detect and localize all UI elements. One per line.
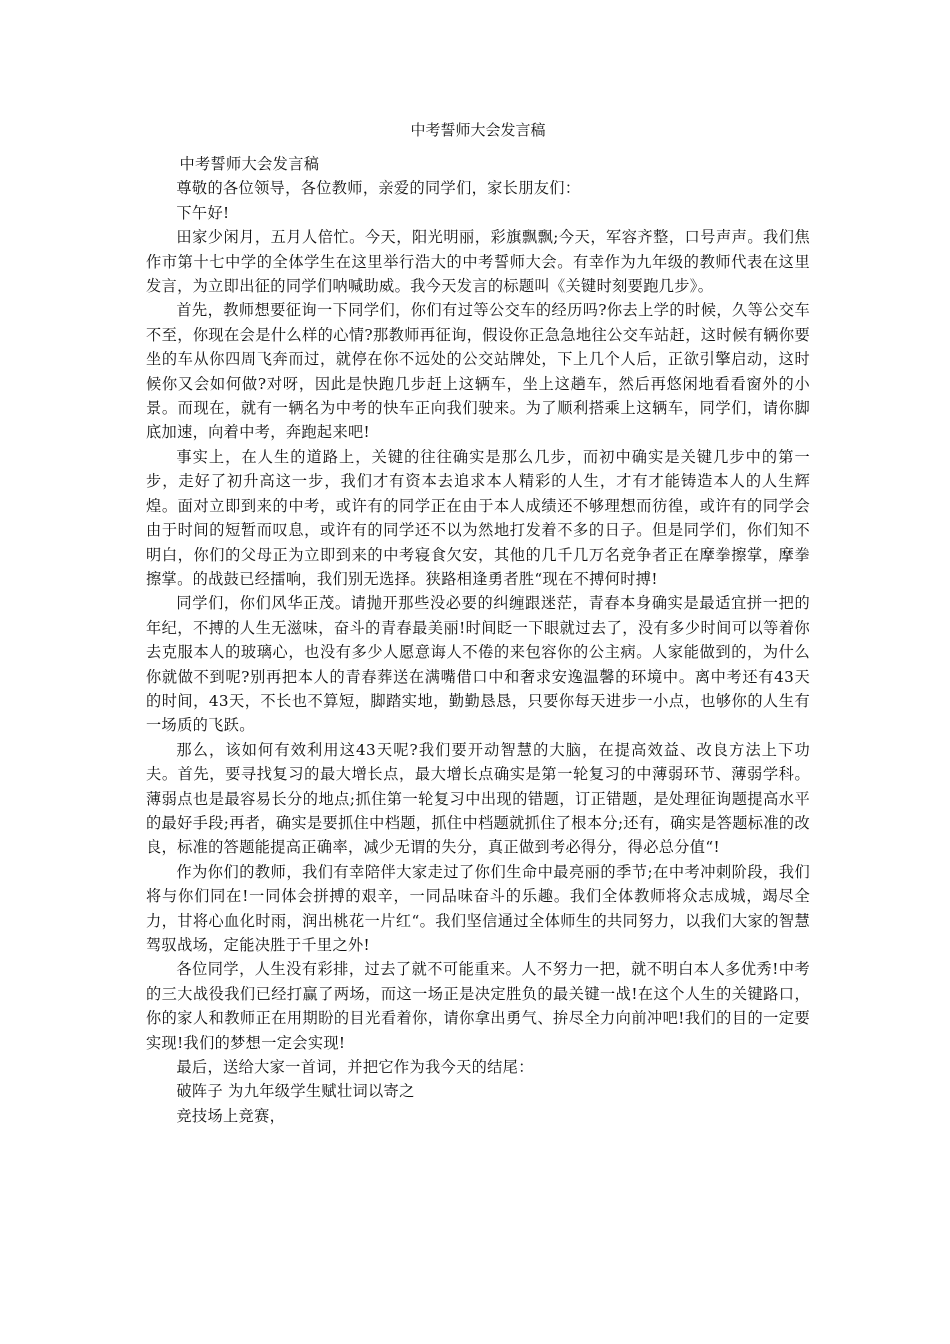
body-paragraph: 作为你们的教师，我们有幸陪伴大家走过了你们生命中最亮丽的季节;在中考冲刺阶段，我们将与你们同在!一同体会拼搏的艰辛，一同品味奋斗的乐趣。我们全体教师将众志成城，竭尽全力，甘将心血化时雨，润出桃花一片红“。我们坚信通过全体师生的共同努力，以我们大家的智慧驾驭战场，定能决胜于千里之外! [146, 862, 810, 954]
body-paragraph: 同学们，你们风华正茂。请抛开那些没必要的纠缠跟迷茫，青春本身确实是最适宜拼一把的年纪，不搏的人生无滋味，奋斗的青春最美丽!时间眨一下眼就过去了，没有多少时间可以等着你去克服本人的玻璃心，也没有多少人愿意诲人不倦的来包容你的公主病。人家能做到的，为什么你就做不到呢?别再把本人的青春葬送在满嘴借口中和奢求安逸温馨的环境中。离中考还有43天的时间，43天，不长也不算短，脚踏实地，勤勤恳恳，只要你每天进步一小点，也够你的人生有一场质的飞跃。 [146, 594, 810, 735]
salutation-paragraph: 尊敬的各位领导，各位教师，亲爱的同学们，家长朋友们： [176, 179, 581, 198]
body-paragraph: 那么，该如何有效利用这43天呢?我们要开动智慧的大脑，在提高效益、改良方法上下功夫。首先，要寻找复习的最大增长点，最大增长点确实是第一轮复习的中薄弱环节、薄弱学科。薄弱点也是最容易长分的地点;抓住第一轮复习中出现的错题，订正错题，是处理征询题提高水平的最好手段;再者，确实是要抓住中档题，抓住中档题就抓住了根本分;还有，确实是答题标准的改良，标准的答题能提高正确率，减少无谓的失分，真正做到考必得分，得必总分值“! [146, 740, 810, 857]
document-page [146, 120, 810, 1128]
body-paragraph: 事实上，在人生的道路上，关键的往往确实是那么几步，而初中确实是关键几步中的第一步，走好了初升高这一步，我们才有资本去追求本人精彩的人生，才有才能铸造本人的人生辉煌。面对立即到来的中考，或许有的同学正在由于本人成绩还不够理想而彷徨，或许有的同学会由于时间的短暂而叹息，或许有的同学还不以为然地打发着不多的日子。但是同学们，你们知不明白，你们的父母正为立即到来的中考寝食欠安，其他的几千几万名竞争者正在摩拳擦掌，摩拳擦掌。的战鼓已经擂响，我们别无选择。狭路相逢勇者胜“现在不搏何时搏! [146, 447, 810, 588]
body-paragraph: 首先，教师想要征询一下同学们，你们有过等公交车的经历吗?你去上学的时候，久等公交车不至，你现在会是什么样的心情?那教师再征询，假设你正急急地往公交车站赶，这时候有辆你要坐的车从你四周飞奔而过，就停在你不远处的公交站牌处，下上几个人后，正欲引擎启动，这时候你又会如何做?对呀，因此是快跑几步赶上这辆车，坐上这趟车，然后再悠闲地看看窗外的小景。而现在，就有一辆名为中考的快车正向我们驶来。为了顺利搭乘上这辆车，同学们，请你脚底加速，向着中考，奔跑起来吧! [146, 301, 810, 442]
body-paragraph: 各位同学，人生没有彩排，过去了就不可能重来。人不努力一把，就不明白本人多优秀!中考的三大战役我们已经打赢了两场，而这一场正是决定胜负的最关键一战!在这个人生的关键路口，你的家人和教师正在用期盼的目光看着你，请你拿出勇气、拚尽全力向前冲吧!我们的目的一定要实现!我们的梦想一定会实现! [146, 960, 810, 1052]
subtitle-paragraph: 中考誓师大会发言稿 [179, 155, 320, 173]
greeting-paragraph: 下午好! [176, 203, 230, 222]
closing-paragraph: 最后，送给大家一首词，并把它作为我今天的结尾： [176, 1058, 534, 1077]
document-title: 中考誓师大会发言稿 [410, 121, 546, 139]
body-paragraph: 田家少闲月，五月人倍忙。今天，阳光明丽，彩旗飘飘;今天，军容齐整，口号声声。我们焦作市第十七中学的全体学生在这里举行浩大的中考誓师大会。有幸作为九年级的教师代表在这里发言，为立即出征的同学们呐喊助威。我今天发言的标题叫《关键时刻要跑几步》。 [146, 228, 810, 296]
poem-line: 竞技场上竞赛， [176, 1106, 286, 1125]
poem-title: 破阵子 为九年级学生赋壮词以寄之 [176, 1082, 415, 1101]
